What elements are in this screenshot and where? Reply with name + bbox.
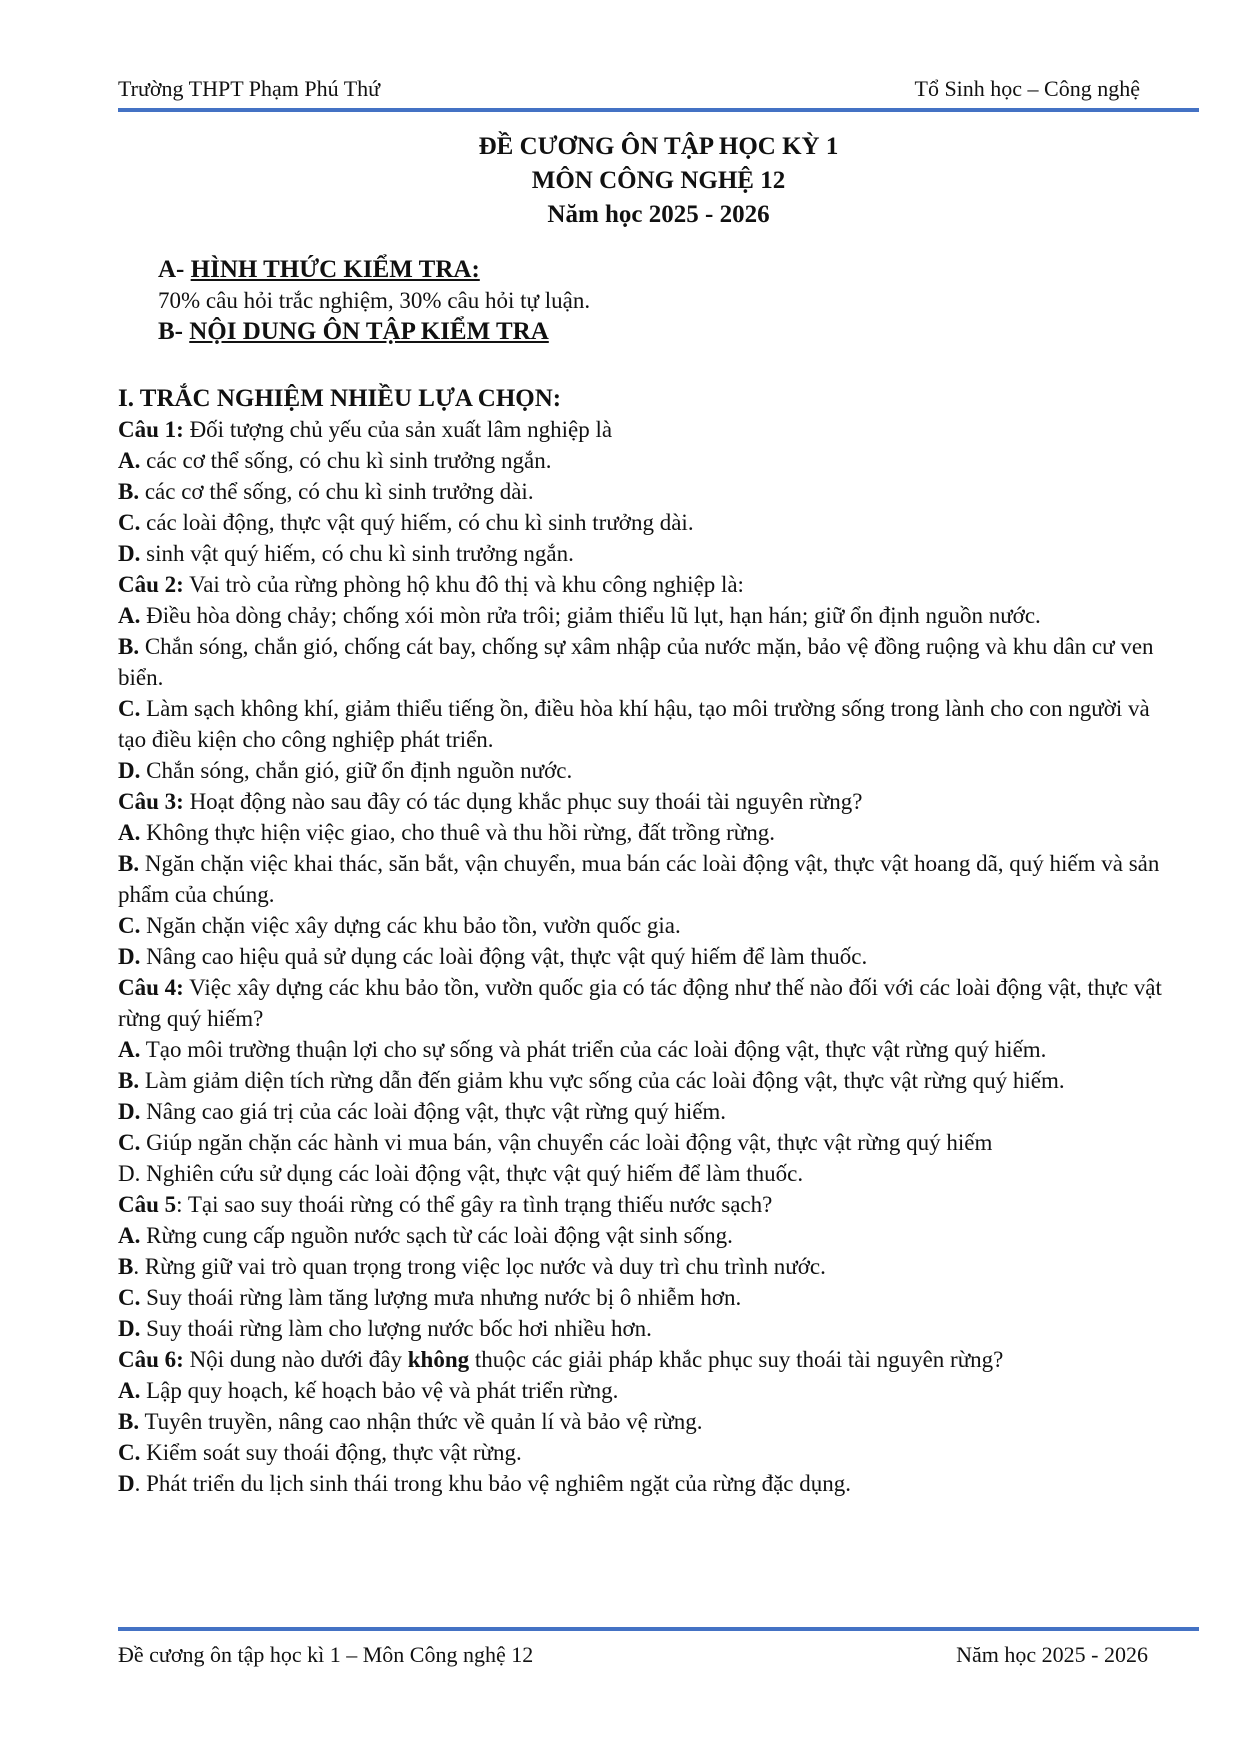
question-emphasis: không xyxy=(407,1347,470,1372)
option-text: D. Nghiên cứu sử dụng các loài động vật, thực vật quý hiếm để làm thuốc. xyxy=(118,1161,804,1186)
footer-rule xyxy=(118,1627,1199,1631)
option-label: C. xyxy=(118,1440,141,1465)
option-a xyxy=(118,1220,1168,1251)
document-title xyxy=(118,130,1199,232)
option-text: Suy thoái rừng làm cho lượng nước bốc hơi nhiều hơn. xyxy=(146,1316,652,1341)
option-d xyxy=(118,1468,1168,1499)
title-line-3: Năm học 2025 - 2026 xyxy=(547,201,770,228)
option-b xyxy=(118,631,1168,693)
option-d xyxy=(118,538,1168,569)
option-text: Làm giảm diện tích rừng dẫn đến giảm khu vực sống của các loài động vật, thực vật rừng quý hiếm. xyxy=(144,1068,1065,1093)
option-c xyxy=(118,1437,1168,1468)
option-label: B. xyxy=(118,851,140,876)
question-label: Câu 2: xyxy=(118,572,184,597)
option-label: A. xyxy=(118,448,141,473)
option-label: D. xyxy=(118,1316,141,1341)
option-text: Ngăn chặn việc khai thác, săn bắt, vận chuyển, mua bán các loài động vật, thực vật hoang dã, quý hiếm và sản phẩm của chúng. xyxy=(118,851,1160,907)
option-text: Kiểm soát suy thoái động, thực vật rừng. xyxy=(146,1440,522,1465)
option-text: Ngăn chặn việc xây dựng các khu bảo tồn, vườn quốc gia. xyxy=(146,913,681,938)
option-d xyxy=(118,1096,1168,1127)
section-a-text: 70% câu hỏi trắc nghiệm, 30% câu hỏi tự luận. xyxy=(158,288,591,313)
option-b xyxy=(118,1406,1168,1437)
title-line-2: MÔN CÔNG NGHỆ 12 xyxy=(531,167,786,194)
option-label: C. xyxy=(118,1130,141,1155)
option-label: A. xyxy=(118,1378,141,1403)
question-3 xyxy=(118,786,1168,817)
title-line-1: ĐỀ CƯƠNG ÔN TẬP HỌC KỲ 1 xyxy=(478,133,839,160)
option-text: Làm sạch không khí, giảm thiểu tiếng ồn, điều hòa khí hậu, tạo môi trường sống trong lành cho con người và tạo điều kiện cho công nghiệp phát triển. xyxy=(118,696,1150,752)
option-label: D. xyxy=(118,1099,141,1124)
option-text: Chắn sóng, chắn gió, giữ ổn định nguồn nước. xyxy=(146,758,573,783)
header-rule xyxy=(118,108,1199,112)
option-label: D. xyxy=(118,944,141,969)
option-label: B. xyxy=(118,634,140,659)
option-d xyxy=(118,755,1168,786)
section-b-heading xyxy=(158,318,549,346)
option-text: các cơ thể sống, có chu kì sinh trưởng ngắn. xyxy=(146,448,552,473)
option-text: sinh vật quý hiếm, có chu kì sinh trưởng ngắn. xyxy=(146,541,574,566)
question-text: Vai trò của rừng phòng hộ khu đô thị và khu công nghiệp là: xyxy=(189,572,744,597)
part-1-title: I. TRẮC NGHIỆM NHIỀU LỰA CHỌN: xyxy=(118,385,562,412)
option-d xyxy=(118,1313,1168,1344)
section-b-title: NỘI DUNG ÔN TẬP KIỂM TRA xyxy=(189,318,549,345)
option-d xyxy=(118,941,1168,972)
option-extra xyxy=(118,1158,1168,1189)
option-text: Nâng cao giá trị của các loài động vật, thực vật rừng quý hiếm. xyxy=(146,1099,727,1124)
question-label: Câu 1: xyxy=(118,417,184,442)
option-text: Lập quy hoạch, kế hoạch bảo vệ và phát triển rừng. xyxy=(146,1378,619,1403)
option-label: D. xyxy=(118,541,141,566)
option-a xyxy=(118,817,1168,848)
option-label: A. xyxy=(118,1223,141,1248)
option-label: D xyxy=(118,1471,135,1496)
option-text: Rừng cung cấp nguồn nước sạch từ các loài động vật sinh sống. xyxy=(146,1223,733,1248)
option-b xyxy=(118,848,1168,910)
option-c xyxy=(118,1127,1168,1158)
option-label: B. xyxy=(118,1068,140,1093)
option-text: . Rừng giữ vai trò quan trọng trong việc lọc nước và duy trì chu trình nước. xyxy=(133,1254,826,1279)
section-a-heading xyxy=(158,256,480,284)
option-c xyxy=(118,1282,1168,1313)
footer-document-name: Đề cương ôn tập học kì 1 – Môn Công nghệ 12 xyxy=(118,1642,534,1667)
option-text: Giúp ngăn chặn các hành vi mua bán, vận chuyển các loài động vật, thực vật rừng quý hiếm xyxy=(146,1130,993,1155)
option-c xyxy=(118,910,1168,941)
page-header xyxy=(118,72,1148,112)
option-a xyxy=(118,600,1168,631)
option-b xyxy=(118,1065,1168,1096)
question-6 xyxy=(118,1344,1168,1375)
option-label: A. xyxy=(118,1037,141,1062)
question-4 xyxy=(118,972,1168,1034)
option-label: B xyxy=(118,1254,134,1279)
question-2 xyxy=(118,569,1168,600)
question-text: Hoạt động nào sau đây có tác dụng khắc phục suy thoái tài nguyên rừng? xyxy=(189,789,863,814)
option-label: A. xyxy=(118,603,141,628)
option-text: . Phát triển du lịch sinh thái trong khu bảo vệ nghiêm ngặt của rừng đặc dụng. xyxy=(134,1471,851,1496)
option-label: C. xyxy=(118,696,141,721)
option-label: C. xyxy=(118,913,141,938)
question-5 xyxy=(118,1189,1168,1220)
option-label: B. xyxy=(118,479,140,504)
question-label: Câu 3: xyxy=(118,789,184,814)
question-list xyxy=(118,383,1168,1499)
option-label: C. xyxy=(118,510,141,535)
department-name: Tổ Sinh học – Công nghệ xyxy=(914,76,1140,101)
option-text: Tạo môi trường thuận lợi cho sự sống và phát triển của các loài động vật, thực vật rừng quý hiếm. xyxy=(145,1037,1047,1062)
option-text: Không thực hiện việc giao, cho thuê và thu hồi rừng, đất trồng rừng. xyxy=(146,820,775,845)
question-label: Câu 6: xyxy=(118,1347,184,1372)
option-label: C. xyxy=(118,1285,141,1310)
option-text: Nâng cao hiệu quả sử dụng các loài động vật, thực vật quý hiếm để làm thuốc. xyxy=(146,944,868,969)
question-text-continued: thuộc các giải pháp khắc phục suy thoái tài nguyên rừng? xyxy=(474,1347,1004,1372)
question-text: Nội dung nào dưới đây xyxy=(189,1347,402,1372)
option-b xyxy=(118,1251,1168,1282)
section-a-title: HÌNH THỨC KIỂM TRA: xyxy=(190,256,480,283)
option-label: A. xyxy=(118,820,141,845)
option-a xyxy=(118,445,1168,476)
question-label: Câu 4: xyxy=(118,975,184,1000)
option-label: B. xyxy=(118,1409,140,1434)
question-label: Câu 5 xyxy=(118,1192,177,1217)
option-a xyxy=(118,1375,1168,1406)
option-b xyxy=(118,476,1168,507)
question-1 xyxy=(118,414,1168,445)
option-text: Tuyên truyền, nâng cao nhận thức về quản lí và bảo vệ rừng. xyxy=(144,1409,703,1434)
question-text: : Tại sao suy thoái rừng có thể gây ra tình trạng thiếu nước sạch? xyxy=(176,1192,773,1217)
section-a-prefix: A- xyxy=(158,256,185,283)
school-name: Trường THPT Phạm Phú Thứ xyxy=(118,76,381,101)
option-text: Chắn sóng, chắn gió, chống cát bay, chống sự xâm nhập của nước mặn, bảo vệ đồng ruộng và khu dân cư ven biển. xyxy=(118,634,1154,690)
section-b-prefix: B- xyxy=(158,318,183,345)
option-text: Suy thoái rừng làm tăng lượng mưa nhưng nước bị ô nhiễm hơn. xyxy=(146,1285,742,1310)
option-c xyxy=(118,507,1168,538)
option-text: Điều hòa dòng chảy; chống xói mòn rửa trôi; giảm thiểu lũ lụt, hạn hán; giữ ổn định nguồn nước. xyxy=(146,603,1041,628)
option-a xyxy=(118,1034,1168,1065)
option-text: các cơ thể sống, có chu kì sinh trưởng dài. xyxy=(144,479,534,504)
option-label: D. xyxy=(118,758,141,783)
page-footer xyxy=(118,1642,1148,1682)
footer-school-year: Năm học 2025 - 2026 xyxy=(956,1642,1148,1667)
question-text: Đối tượng chủ yếu của sản xuất lâm nghiệp là xyxy=(189,417,613,442)
option-text: các loài động, thực vật quý hiếm, có chu kì sinh trưởng dài. xyxy=(146,510,694,535)
option-c xyxy=(118,693,1168,755)
question-text: Việc xây dựng các khu bảo tồn, vườn quốc gia có tác động như thế nào đối với các loài động vật, thực vật rừng quý hiếm? xyxy=(118,975,1162,1031)
